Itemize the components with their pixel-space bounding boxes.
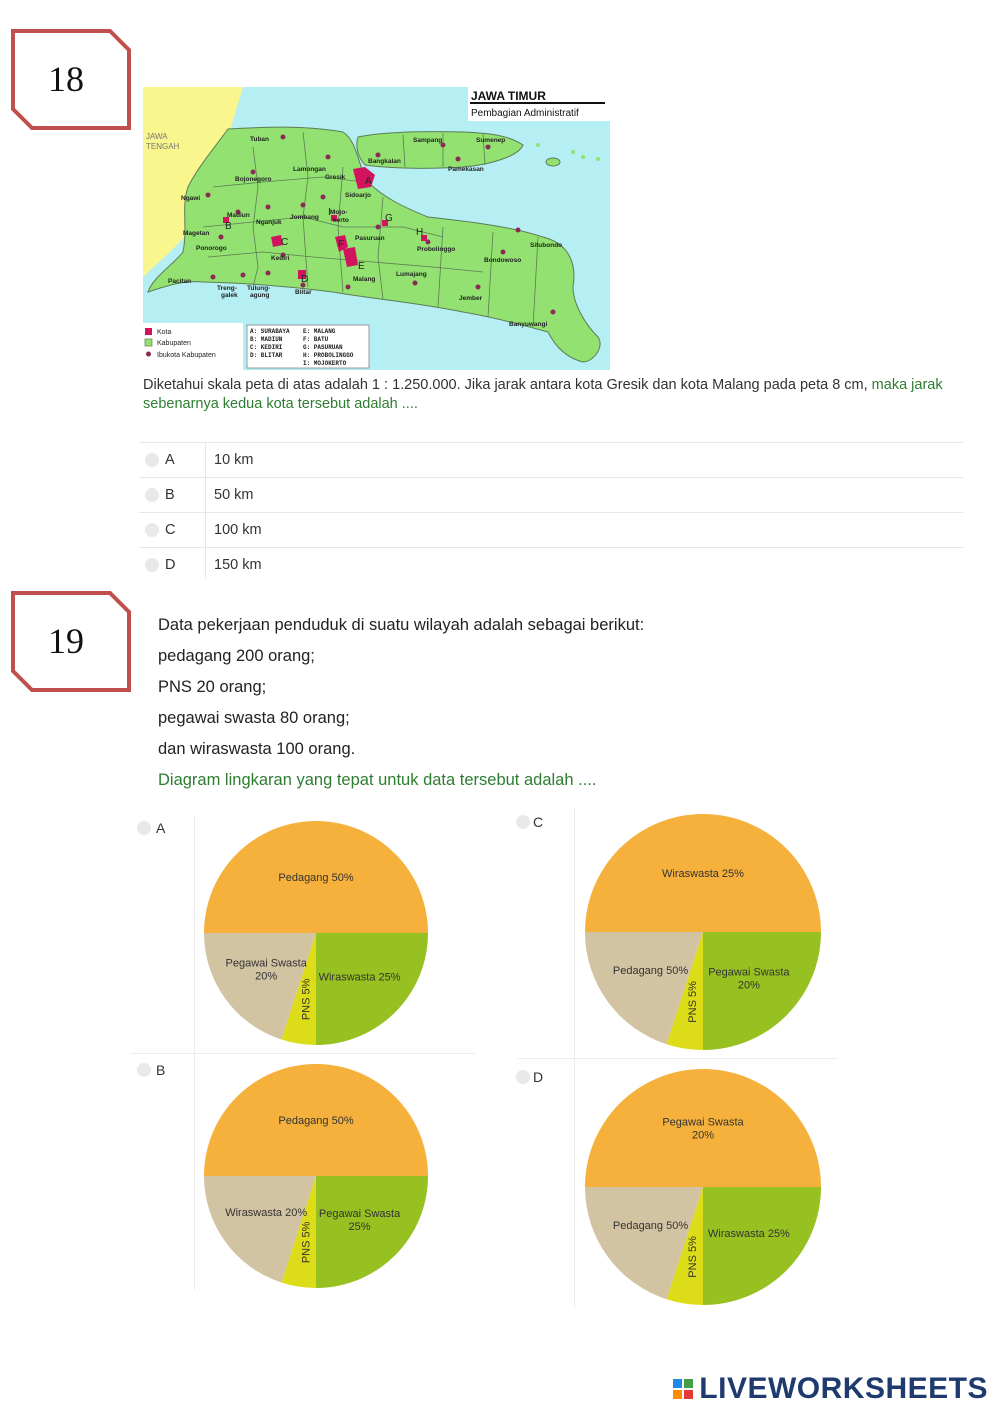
pie-slice-label: Pedagang 50% <box>612 1220 689 1233</box>
map-label: Lumajang <box>396 271 427 278</box>
radio-button[interactable] <box>516 1070 530 1084</box>
option-letter: D <box>165 557 176 573</box>
radio-button[interactable] <box>137 821 151 835</box>
map-legend-item: Kota <box>157 329 172 336</box>
pie-slice <box>316 933 428 1045</box>
map-label: Jombang <box>290 214 319 221</box>
question-19-text <box>158 612 644 798</box>
data-line: pegawai swasta 80 orang; <box>158 709 350 727</box>
pie-slice-label: Pegawai Swasta 20% <box>662 1116 744 1142</box>
pie-slice-label: Pedagang 50% <box>278 1115 354 1127</box>
option-letter: C <box>533 814 544 830</box>
answer-option-a[interactable] <box>139 442 963 477</box>
pie-slice-label: Wiraswasta 25% <box>707 1227 790 1240</box>
map-key-item: D: BLITAR <box>250 352 283 359</box>
data-line: Data pekerjaan penduduk di suatu wilayah adalah sebagai berikut: <box>158 616 645 634</box>
pie-slice-label: Pegawai Swasta 20% <box>225 957 307 983</box>
map-label: Nganjuk <box>256 219 282 226</box>
question-number: 19 <box>48 621 84 661</box>
map-subtitle: Pembagian Administratif <box>471 108 579 119</box>
map-label: agung <box>250 292 270 299</box>
map-marker-label: F <box>338 239 345 250</box>
option-letter: C <box>165 522 176 538</box>
option-value: 10 km <box>214 452 254 468</box>
map-label: Tulung- <box>247 285 271 292</box>
pie-slice-label: Wiraswasta 20% <box>225 1207 308 1220</box>
map-label: Magetan <box>183 230 210 237</box>
option-letter: B <box>165 487 175 503</box>
pie-slice-label: PNS 5% <box>686 981 699 1023</box>
pie-slice-label: PNS 5% <box>300 1221 313 1264</box>
map-legend-item: Ibukota Kabupaten <box>157 352 216 359</box>
option-value: 50 km <box>214 487 254 503</box>
question-number-badge-18 <box>10 28 130 130</box>
option-letter: D <box>533 1069 544 1085</box>
data-line: pedagang 200 orang; <box>158 647 315 665</box>
map-legend-item: Kabupaten <box>157 340 191 347</box>
map-marker-label: A <box>365 176 372 187</box>
liveworksheets-logo <box>672 1372 988 1406</box>
answer-option-d[interactable] <box>139 547 963 578</box>
map-label: Ponorogo <box>196 245 227 252</box>
map-key-item: G: PASURUAN <box>303 344 343 351</box>
pie-slice-label: Pedagang 50% <box>278 872 354 884</box>
pie-slice-label: Wiraswasta 25% <box>318 971 401 984</box>
pie-slice <box>703 1187 821 1305</box>
option-letter: A <box>156 820 166 836</box>
answer-option-c[interactable] <box>139 512 963 547</box>
map-label: Probolinggo <box>417 246 456 253</box>
pie-slice <box>703 932 821 1050</box>
question-text <box>143 376 963 414</box>
map-key-item: E: MALANG <box>303 328 336 335</box>
map-label: Blitar <box>295 289 312 296</box>
map-label: Sampang <box>413 137 443 144</box>
map-title: JAWA TIMUR <box>471 89 546 103</box>
map-marker-label: D <box>301 274 309 285</box>
answer-options <box>139 442 963 578</box>
map-label: Pasuruan <box>355 235 385 242</box>
map-region-label: TENGAH <box>146 142 180 151</box>
radio-button[interactable] <box>137 1063 151 1077</box>
map-key-item: C: KEDIRI <box>250 344 283 351</box>
map-label: Situbondo <box>530 242 563 249</box>
pie-slice-label: Pedagang 50% <box>612 965 689 978</box>
logo-text: LIVEWORKSHEETS <box>699 1372 988 1405</box>
pie-chart-a <box>203 820 429 1046</box>
map-label: Lamongan <box>293 166 326 173</box>
question-number: 18 <box>48 59 84 99</box>
pie-slice-label: PNS 5% <box>686 1236 699 1278</box>
question-prompt: Diagram lingkaran yang tepat untuk data tersebut adalah .... <box>158 771 597 789</box>
data-line: PNS 20 orang; <box>158 678 267 696</box>
map-marker-label: G <box>385 213 393 224</box>
question-number-badge-19 <box>10 590 130 692</box>
map-key-item: B: MADIUN <box>250 336 283 343</box>
radio-button[interactable] <box>145 558 159 572</box>
pie-slice-label: Pegawai Swasta 20% <box>708 966 790 992</box>
question-text-part2: maka jarak sebenarnya kedua kota tersebut adalah .... <box>143 377 943 412</box>
pie-chart-c <box>584 813 822 1051</box>
map-label: Pacitan <box>168 278 192 285</box>
map-label: Treng- <box>217 285 237 292</box>
map-label: Jember <box>459 295 483 302</box>
pie-chart-d <box>584 1068 822 1306</box>
map-marker-label: C <box>281 237 289 248</box>
radio-button[interactable] <box>516 815 530 829</box>
question-text-part1: Diketahui skala peta di atas adalah 1 : 1.250.000. Jika jarak antara kota Gresik dan kota Malang pada peta 8 cm, <box>143 377 868 393</box>
pie-chart-b <box>203 1063 429 1289</box>
logo-icon <box>672 1378 696 1402</box>
map-key-item: H: PROBOLINGGO <box>303 352 354 359</box>
option-letter: B <box>156 1062 166 1078</box>
map-label: Bondowoso <box>484 257 522 264</box>
data-line: dan wiraswasta 100 orang. <box>158 740 356 758</box>
map-label: Bojonegoro <box>235 176 272 183</box>
pie-slice-label: Pegawai Swasta 25% <box>318 1208 401 1234</box>
map-label: Pamekasan <box>448 166 484 173</box>
map-label: Ngawi <box>181 195 201 202</box>
map-label: kerto <box>333 217 349 224</box>
east-java-map <box>143 87 610 370</box>
map-label: Madiun <box>227 212 250 219</box>
map-label: Mojo- <box>330 209 348 216</box>
option-value: 100 km <box>214 522 262 538</box>
map-key-item: I: MOJOKERTO <box>303 360 347 367</box>
map-key-item: A: SURABAYA <box>250 328 290 335</box>
map-label: Gresik <box>325 174 346 181</box>
map-label: Sidoarjo <box>345 192 372 199</box>
map-label: Banyuwangi <box>509 321 548 328</box>
option-value: 150 km <box>214 557 262 573</box>
map-marker-label: E <box>358 261 365 272</box>
map-label: Tuban <box>250 136 270 143</box>
map-label: Sumenep <box>476 137 506 144</box>
map-key-item: F: BATU <box>303 336 329 343</box>
map-label: Bangkalan <box>368 158 401 165</box>
map-label: galek <box>221 292 238 299</box>
map-marker-label: H <box>416 227 424 238</box>
radio-button[interactable] <box>145 523 159 537</box>
pie-slice <box>316 1176 428 1288</box>
map-label: Malang <box>353 276 376 283</box>
radio-button[interactable] <box>145 488 159 502</box>
map-marker-label: I <box>328 207 331 218</box>
pie-slice-label: Wiraswasta 25% <box>662 868 744 880</box>
option-letter: A <box>165 452 175 468</box>
map-marker-label: B <box>225 221 232 232</box>
radio-button[interactable] <box>145 453 159 467</box>
map-region-label: JAWA <box>146 132 168 141</box>
answer-option-b[interactable] <box>139 477 963 512</box>
pie-slice-label: PNS 5% <box>300 978 313 1021</box>
map-label: Kediri <box>271 255 290 262</box>
